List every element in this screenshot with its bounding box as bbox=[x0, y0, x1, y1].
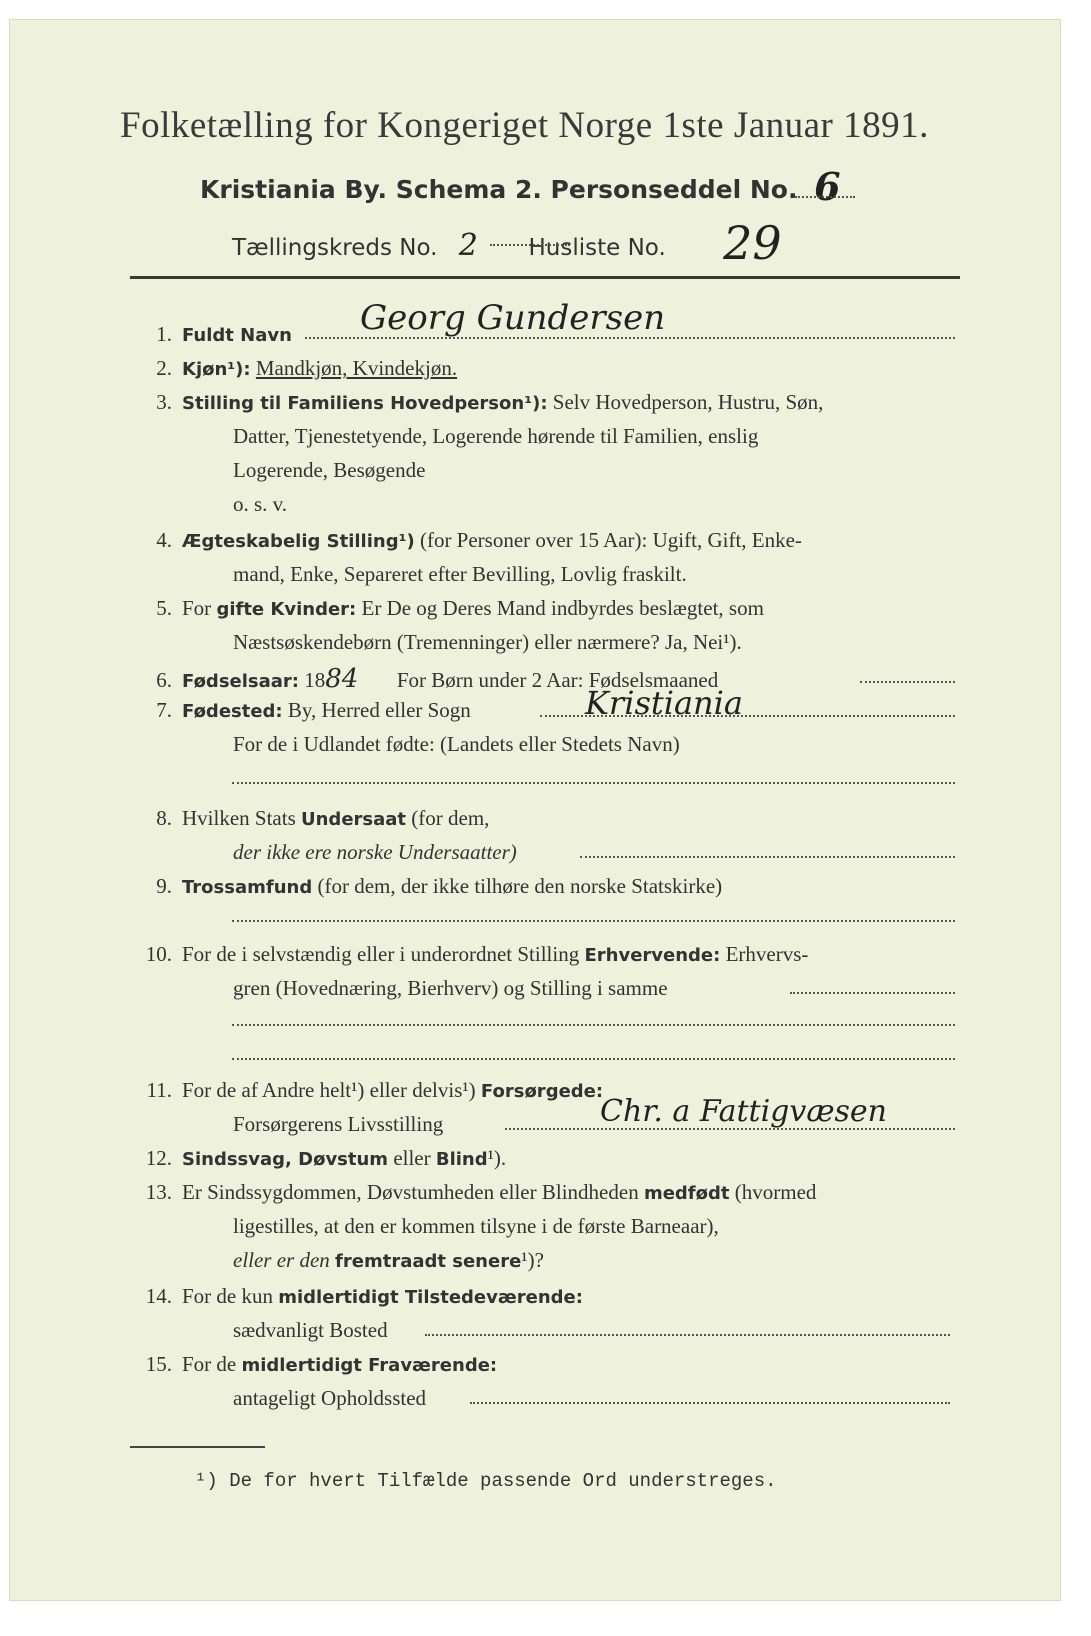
dotted-line bbox=[795, 196, 855, 198]
question-14 bbox=[120, 1284, 980, 1309]
birth-year-answer: 84 bbox=[325, 664, 359, 694]
kreds-number: 2 bbox=[458, 228, 478, 263]
question-text: For de bbox=[182, 1352, 237, 1376]
answer-line bbox=[232, 1058, 955, 1060]
question-11-line-2: Forsørgerens Livsstilling bbox=[233, 1112, 444, 1136]
question-2 bbox=[120, 356, 980, 381]
question-prefix: For bbox=[182, 596, 212, 620]
question-10-line-2: gren (Hovednæring, Bierhverv) og Stilling i samme bbox=[233, 976, 668, 1000]
question-label: Fødested: bbox=[182, 701, 283, 722]
question-7-line-2: For de i Udlandet fødte: (Landets eller Stedets Navn) bbox=[233, 732, 680, 756]
question-number: 7. bbox=[156, 698, 172, 722]
question-options: Mandkjøn, Kvindekjøn. bbox=[255, 356, 458, 380]
answer-line bbox=[232, 1024, 955, 1026]
schema-line: Kristiania By. Schema 2. Personseddel No. bbox=[200, 175, 798, 204]
question-number: 10. bbox=[145, 942, 172, 966]
answer-line bbox=[470, 1402, 950, 1404]
question-6 bbox=[120, 664, 980, 694]
question-label: Stilling til Familiens Hovedperson¹): bbox=[182, 393, 548, 414]
question-text: eller er den bbox=[233, 1248, 330, 1272]
footnote: ¹) De for hvert Tilfælde passende Ord understreges. bbox=[195, 1470, 777, 1492]
question-14-line-2: sædvanligt Bosted bbox=[233, 1318, 388, 1342]
question-text: By, Herred eller Sogn bbox=[287, 698, 471, 722]
question-text: For de i selvstændig eller i underordnet Stilling bbox=[182, 942, 580, 966]
question-number: 3. bbox=[156, 390, 172, 414]
header-rule bbox=[130, 276, 960, 279]
form-title: Folketælling for Kongeriget Norge 1ste Januar 1891. bbox=[120, 105, 929, 146]
question-4 bbox=[120, 528, 980, 553]
question-15 bbox=[120, 1352, 980, 1377]
full-name-answer: Georg Gundersen bbox=[360, 298, 666, 338]
question-number: 4. bbox=[156, 528, 172, 552]
question-text: Er De og Deres Mand indbyrdes beslægtet, som bbox=[361, 596, 764, 620]
question-label: midlertidigt Tilstedeværende: bbox=[278, 1287, 583, 1308]
question-text: eller bbox=[393, 1146, 431, 1170]
question-label: fremtraadt senere bbox=[335, 1251, 522, 1272]
question-text: Er Sindssygdommen, Døvstumheden eller Blindheden bbox=[182, 1180, 639, 1204]
question-number: 15. bbox=[145, 1352, 172, 1376]
question-label: Ægteskabelig Stilling¹) bbox=[182, 531, 415, 552]
question-text: (hvormed bbox=[734, 1180, 817, 1204]
answer-line bbox=[425, 1334, 950, 1336]
answer-line bbox=[580, 856, 955, 858]
question-text: Erhvervs- bbox=[725, 942, 809, 966]
footnote-rule bbox=[130, 1446, 265, 1448]
kreds-label: Tællingskreds No. bbox=[232, 235, 438, 261]
question-9 bbox=[120, 874, 980, 899]
answer-line bbox=[232, 920, 955, 922]
question-8 bbox=[120, 806, 980, 831]
question-number: 9. bbox=[156, 874, 172, 898]
question-3-line-2: Datter, Tjenestetyende, Logerende hørende til Familien, enslig bbox=[233, 424, 759, 448]
kreds-line bbox=[232, 212, 782, 270]
question-3-line-3: Logerende, Besøgende bbox=[233, 458, 426, 482]
question-5-line-2: Næstsøskendebørn (Tremenninger) eller nærmere? Ja, Nei¹). bbox=[233, 630, 742, 654]
personseddel-number: 6 bbox=[814, 164, 841, 209]
question-13 bbox=[120, 1180, 980, 1205]
husliste-label: Husliste No. bbox=[528, 235, 666, 261]
question-number: 1. bbox=[156, 322, 172, 346]
question-number: 5. bbox=[156, 596, 172, 620]
question-text: For Børn under 2 Aar: Fødselsmaaned bbox=[396, 668, 719, 692]
question-10 bbox=[120, 942, 980, 967]
answer-line bbox=[860, 681, 955, 683]
question-text: ¹). bbox=[487, 1146, 507, 1170]
question-4-line-2: mand, Enke, Separeret efter Bevilling, Lovlig fraskilt. bbox=[233, 562, 687, 586]
question-13-line-3 bbox=[233, 1248, 544, 1273]
question-text: For de af Andre helt¹) eller delvis¹) bbox=[182, 1078, 476, 1102]
question-text: For de kun bbox=[182, 1284, 273, 1308]
question-13-line-2: ligestilles, at den er kommen tilsyne i de første Barneaar), bbox=[233, 1214, 719, 1238]
question-5 bbox=[120, 596, 980, 621]
question-label: medfødt bbox=[643, 1183, 730, 1204]
question-options: Selv Hovedperson, Hustru, Søn, bbox=[552, 390, 824, 414]
question-number: 14. bbox=[145, 1284, 172, 1308]
answer-line bbox=[790, 992, 955, 994]
question-label: midlertidigt Fraværende: bbox=[241, 1355, 498, 1376]
form-subtitle bbox=[200, 162, 841, 209]
question-label: Sindssvag, Døvstum bbox=[182, 1149, 389, 1170]
question-options: (for Personer over 15 Aar): Ugift, Gift, Enke- bbox=[419, 528, 802, 552]
question-label: Fuldt Navn bbox=[182, 325, 292, 346]
question-3 bbox=[120, 390, 980, 415]
question-label: Kjøn¹): bbox=[182, 359, 251, 380]
question-text: (for dem, der ikke tilhøre den norske Statskirke) bbox=[317, 874, 723, 898]
question-text: (for dem, bbox=[411, 806, 490, 830]
question-8-line-2: der ikke ere norske Undersaatter) bbox=[233, 840, 517, 864]
question-label: Forsørgede: bbox=[480, 1081, 604, 1102]
question-label: Trossamfund bbox=[182, 877, 313, 898]
question-label: Fødselsaar: bbox=[182, 671, 299, 692]
year-prefix: 18 bbox=[304, 668, 326, 692]
question-label: gifte Kvinder: bbox=[216, 599, 357, 620]
question-3-line-4: o. s. v. bbox=[233, 492, 288, 516]
question-number: 8. bbox=[156, 806, 172, 830]
question-text: ¹)? bbox=[521, 1248, 544, 1272]
question-label: Erhvervende: bbox=[584, 945, 721, 966]
answer-line bbox=[232, 782, 955, 784]
husliste-number: 29 bbox=[723, 216, 782, 270]
question-number: 13. bbox=[145, 1180, 172, 1204]
dotted-line bbox=[490, 244, 570, 246]
question-7 bbox=[120, 698, 980, 723]
question-number: 6. bbox=[156, 668, 172, 692]
birthplace-answer: Kristiania bbox=[585, 684, 743, 722]
question-number: 12. bbox=[145, 1146, 172, 1170]
question-number: 11. bbox=[146, 1078, 172, 1102]
question-label: Blind bbox=[435, 1149, 488, 1170]
question-15-line-2: antageligt Opholdssted bbox=[233, 1386, 427, 1410]
question-12 bbox=[120, 1146, 980, 1171]
question-label: Undersaat bbox=[301, 809, 407, 830]
provider-answer: Chr. a Fattigvæsen bbox=[600, 1094, 888, 1129]
question-text: Hvilken Stats bbox=[182, 806, 296, 830]
question-number: 2. bbox=[156, 356, 172, 380]
